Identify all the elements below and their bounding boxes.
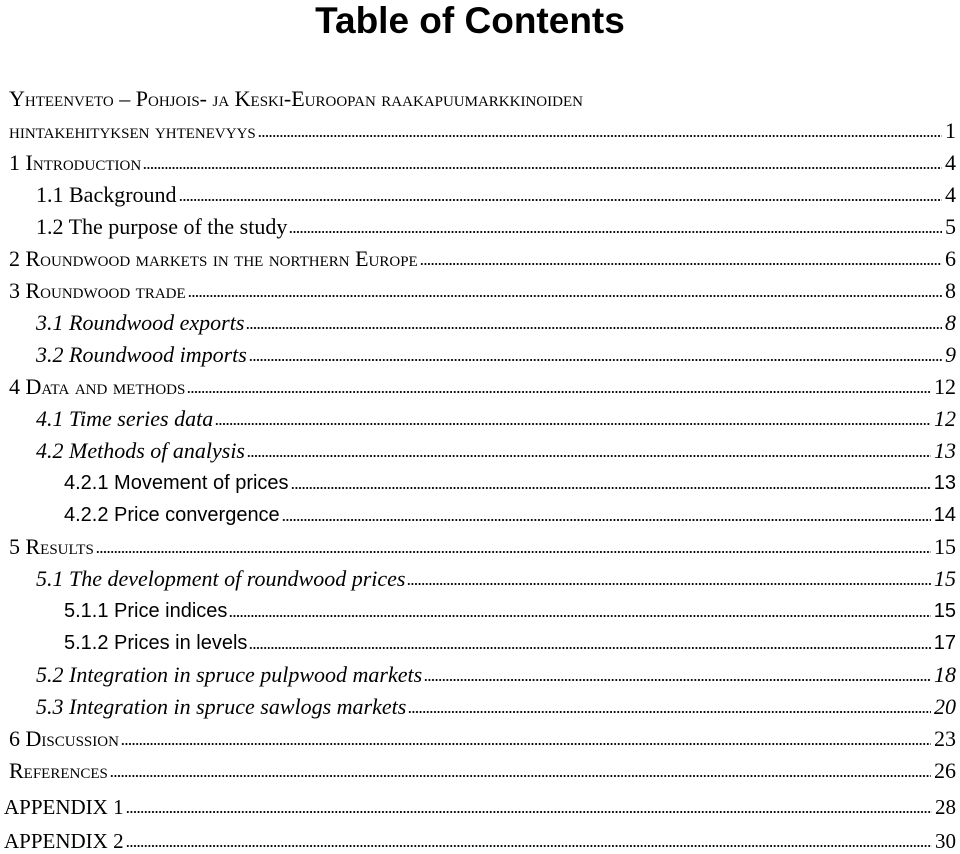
toc-entry-data-and-methods[interactable] — [9, 368, 956, 400]
toc-entry-results[interactable] — [9, 528, 956, 560]
dot-leader — [179, 198, 942, 202]
toc-entry-roundwood-markets[interactable] — [9, 240, 956, 272]
toc-entry-roundwood-trade[interactable] — [9, 272, 956, 304]
toc-entry-page: 13 — [933, 472, 956, 494]
toc-entry-price-indices[interactable] — [64, 592, 956, 624]
toc-entry-movement-of-prices[interactable] — [64, 464, 956, 496]
dot-leader — [188, 294, 942, 298]
toc-entry-label: 5.3 Integration in spruce sawlogs markets — [36, 694, 407, 719]
toc-entry-page: 5 — [945, 214, 956, 239]
toc-entry-page: 12 — [934, 374, 956, 399]
dot-leader — [143, 166, 942, 170]
toc-entry-discussion[interactable] — [9, 720, 956, 752]
dot-leader — [121, 742, 931, 746]
toc-entry-page: 14 — [933, 504, 956, 526]
toc-entry-page: 4 — [945, 150, 956, 175]
toc-entry-price-convergence[interactable] — [64, 496, 956, 528]
toc-entry-label: 5 Results — [9, 534, 94, 559]
toc-entry-label: 1.2 The purpose of the study — [36, 214, 288, 239]
toc-entry-label: APPENDIX 2 — [4, 829, 124, 853]
toc-entry-page: 13 — [934, 438, 956, 463]
toc-entry-label: 4.2.1 Movement of prices — [64, 472, 289, 494]
toc-entry-page: 12 — [934, 406, 956, 431]
toc-entry-methods-of-analysis[interactable] — [36, 432, 956, 464]
dot-leader — [96, 550, 931, 554]
toc-entry-background[interactable] — [36, 176, 956, 208]
dot-leader — [249, 646, 930, 650]
toc-entry-label: 4 Data and methods — [9, 374, 186, 399]
toc-entry-label: 4.2 Methods of analysis — [36, 438, 245, 463]
toc-entry-page: 15 — [934, 534, 956, 559]
dot-leader — [249, 358, 942, 362]
toc-entry-appendix-1[interactable] — [4, 788, 956, 820]
toc-entry-time-series-data[interactable] — [36, 400, 956, 432]
dot-leader — [126, 844, 932, 848]
toc-entry-summary-heading[interactable] — [9, 80, 583, 112]
toc-entry-page: 15 — [934, 566, 956, 591]
dot-leader — [229, 614, 930, 618]
dot-leader — [291, 486, 931, 490]
toc-entry-label: 5.1.2 Prices in levels — [64, 632, 248, 654]
toc-entry-page: 23 — [934, 726, 956, 751]
toc-entry-page: 20 — [934, 694, 956, 719]
toc-entry-page: 30 — [935, 829, 956, 853]
dot-leader — [289, 230, 942, 234]
toc-entry-label: 1.1 Background — [36, 182, 177, 207]
toc-entry-page: 1 — [945, 118, 956, 143]
toc-entry-prices-in-levels[interactable] — [64, 624, 956, 656]
toc-entry-label: 3.2 Roundwood imports — [36, 342, 247, 367]
toc-entry-label: 2 Roundwood markets in the northern Europe — [9, 246, 418, 271]
toc-entry-spruce-sawlogs[interactable] — [36, 688, 956, 720]
toc-entry-label: 4.2.2 Price convergence — [64, 504, 280, 526]
toc-entry-label: 5.1.1 Price indices — [64, 600, 228, 622]
toc-entry-page: 17 — [933, 632, 956, 654]
toc-entry-label: 6 Discussion — [9, 726, 119, 751]
dot-leader — [424, 678, 931, 682]
toc-entry-page: 8 — [945, 310, 956, 335]
toc-entry-label: 3 Roundwood trade — [9, 278, 186, 303]
dot-leader — [282, 518, 931, 522]
toc-entry-development-of-prices[interactable] — [36, 560, 956, 592]
toc-entry-references[interactable] — [9, 752, 956, 784]
toc-entry-roundwood-imports[interactable] — [36, 336, 956, 368]
toc-entry-label: 4.1 Time series data — [36, 406, 214, 431]
dot-leader — [258, 134, 942, 138]
dot-leader — [420, 262, 942, 266]
toc-entry-purpose-of-study[interactable] — [36, 208, 956, 240]
toc-entry-label: hintakehityksen yhtenevyys — [9, 118, 256, 143]
toc-entry-summary[interactable] — [9, 112, 956, 144]
toc-entry-page: 4 — [945, 182, 956, 207]
toc-entry-label: 5.1 The development of roundwood prices — [36, 566, 406, 591]
dot-leader — [407, 582, 931, 586]
toc-entry-page: 9 — [945, 342, 956, 367]
toc-entry-page: 15 — [933, 600, 956, 622]
toc-entry-page: 6 — [945, 246, 956, 271]
dot-leader — [247, 454, 931, 458]
toc-entry-spruce-pulpwood[interactable] — [36, 656, 956, 688]
toc-entry-label: References — [9, 758, 108, 783]
dot-leader — [110, 774, 931, 778]
dot-leader — [187, 390, 931, 394]
toc-entry-label: Yhteenveto – Pohjois- ja Keski-Euroopan raakapuumarkkinoiden — [9, 86, 583, 111]
toc-entry-label: 1 Introduction — [9, 150, 142, 175]
page-title: Table of Contents — [315, 0, 625, 41]
toc-entry-page: 18 — [934, 662, 956, 687]
toc-entry-roundwood-exports[interactable] — [36, 304, 956, 336]
toc-entry-label: APPENDIX 1 — [4, 795, 124, 819]
toc-entry-page: 8 — [945, 278, 956, 303]
toc-entry-appendix-2[interactable] — [4, 822, 956, 854]
dot-leader — [215, 422, 931, 426]
toc-entry-label: 5.2 Integration in spruce pulpwood markets — [36, 662, 423, 687]
dot-leader — [246, 326, 942, 330]
toc-entry-label: 3.1 Roundwood exports — [36, 310, 245, 335]
toc-entry-page: 26 — [934, 758, 956, 783]
dot-leader — [126, 810, 932, 814]
toc-entry-introduction[interactable] — [9, 144, 956, 176]
toc-entry-page: 28 — [935, 795, 956, 819]
dot-leader — [408, 710, 931, 714]
